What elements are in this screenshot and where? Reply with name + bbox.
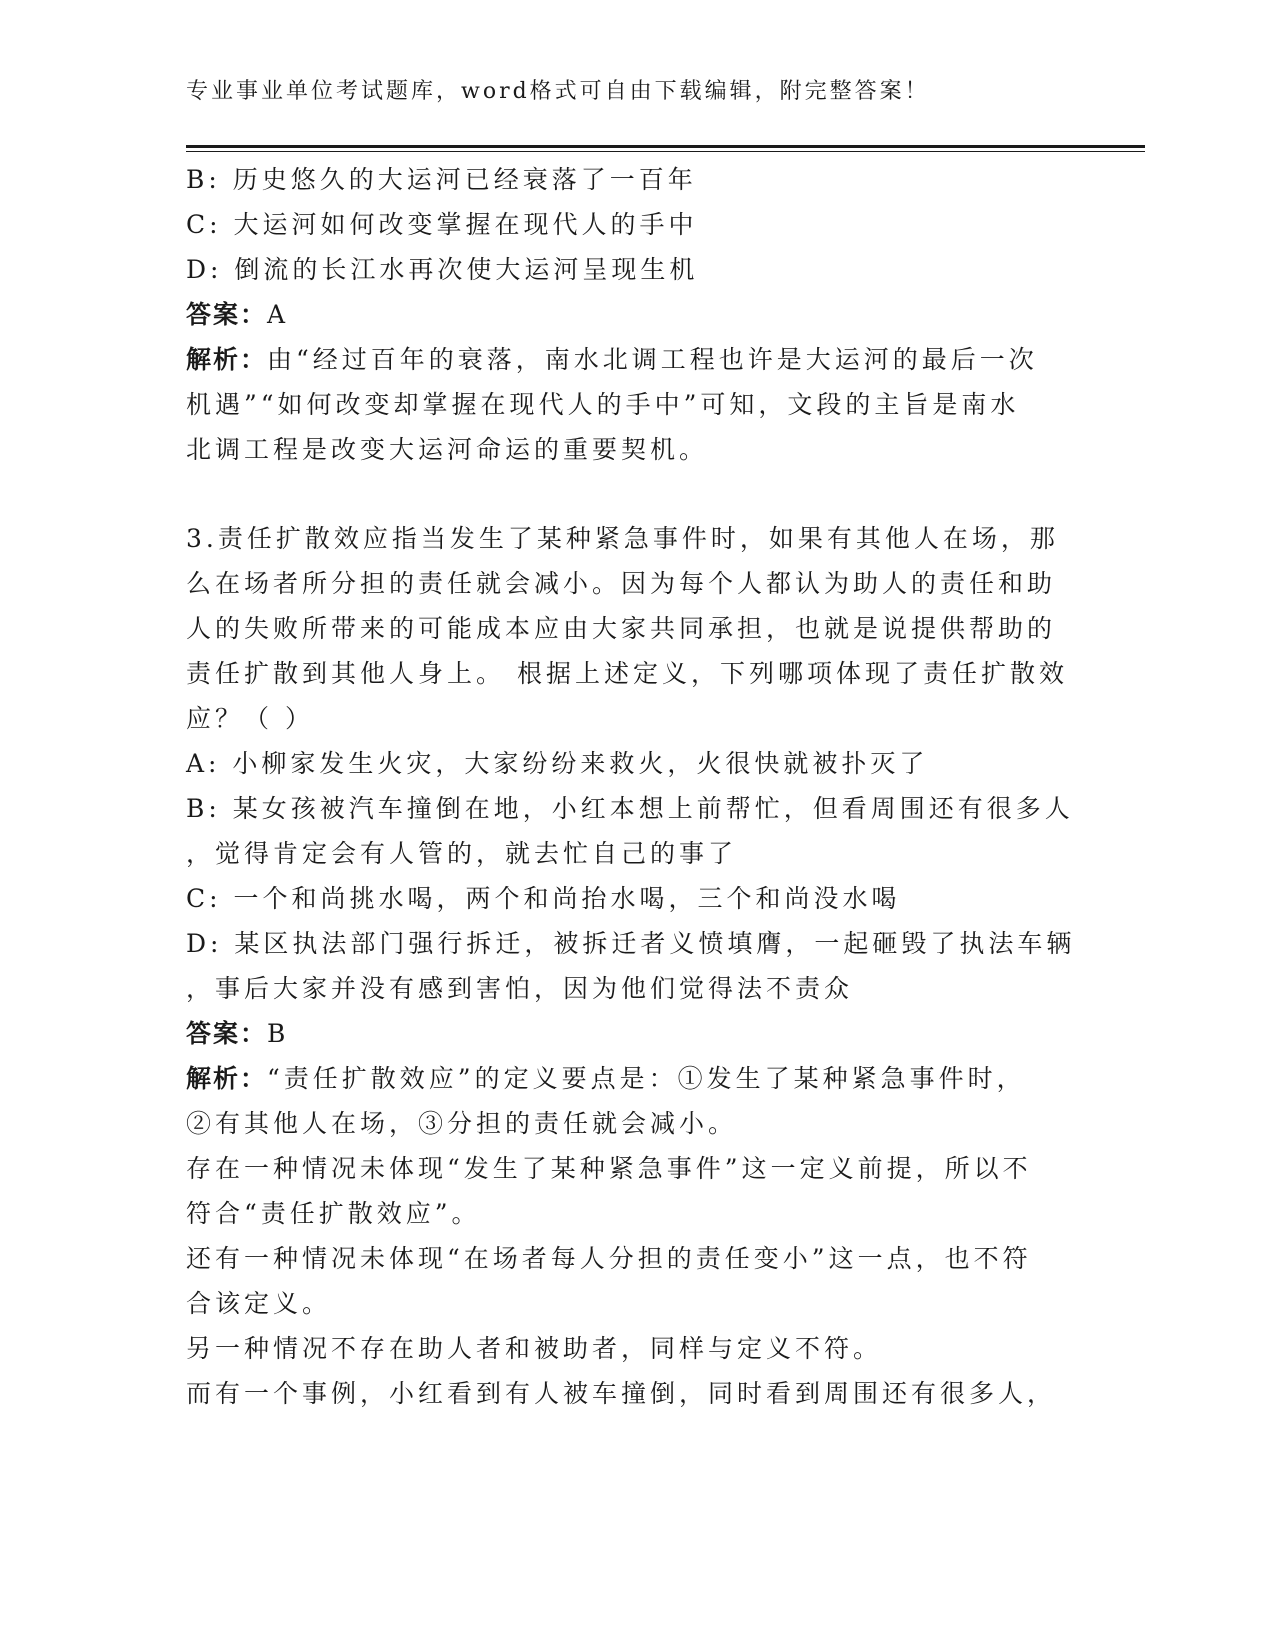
q3-option-a: A: 小柳家发生火灾，大家纷纷来救火，火很快就被扑灭了 [186, 749, 929, 778]
q3-answer-value: B [267, 1019, 290, 1048]
q2-option-d: D: 倒流的长江水再次使大运河呈现生机 [186, 255, 699, 284]
q3-option-c: C: 一个和尚挑水喝，两个和尚抬水喝，三个和尚没水喝 [186, 884, 901, 913]
q3-option-b-line-1: B: 某女孩被汽车撞倒在地，小红本想上前帮忙，但看周围还有很多人 [186, 794, 1074, 823]
q3-analysis-text-1: “责任扩散效应”的定义要点是：①发生了某种紧急事件时， [267, 1064, 1026, 1093]
q3-option-d-line-2: ，事后大家并没有感到害怕，因为他们觉得法不责众 [186, 974, 854, 1003]
q2-answer [186, 292, 1086, 337]
q3-stem-line-3: 人的失败所带来的可能成本应由大家共同承担，也就是说提供帮助的 [186, 614, 1057, 643]
q3-stem-line-1: 3.责任扩散效应指当发生了某种紧急事件时，如果有其他人在场，那 [186, 524, 1059, 553]
q3-analysis-line-3: 存在一种情况未体现“发生了某种紧急事件”这一定义前提，所以不 [186, 1154, 1032, 1183]
q3-stem-line-4: 责任扩散到其他人身上。 根据上述定义，下列哪项体现了责任扩散效 [186, 659, 1068, 688]
header-rule-thin [186, 151, 1145, 152]
q3-answer [186, 1011, 1086, 1056]
q3-answer-label: 答案： [186, 1019, 268, 1048]
q3-analysis-label: 解析： [186, 1064, 268, 1093]
q2-analysis-line-1 [186, 337, 1086, 382]
q3-analysis-line-6: 合该定义。 [186, 1289, 332, 1318]
q2-option-c: C: 大运河如何改变掌握在现代人的手中 [186, 210, 698, 239]
q2-analysis-line-2: 机遇”“如何改变却掌握在现代人的手中”可知，文段的主旨是南水 [186, 390, 1020, 419]
q3-option-b-line-2: ，觉得肯定会有人管的，就去忙自己的事了 [186, 839, 738, 868]
q3-analysis-line-7: 另一种情况不存在助人者和被助者，同样与定义不符。 [186, 1334, 883, 1363]
q2-answer-label: 答案： [186, 300, 268, 329]
q2-analysis-line-3: 北调工程是改变大运河命运的重要契机。 [186, 435, 709, 464]
page-header: 专业事业单位考试题库，word格式可自由下载编辑，附完整答案！ [186, 79, 930, 104]
document-body [186, 157, 1086, 1416]
q3-stem-line-5: 应？（ ） [186, 704, 314, 733]
q2-answer-value: A [267, 300, 290, 329]
paragraph-gap [186, 472, 1086, 516]
q3-stem-line-2: 么在场者所分担的责任就会减小。因为每个人都认为助人的责任和助 [186, 569, 1057, 598]
q3-analysis-line-5: 还有一种情况未体现“在场者每人分担的责任变小”这一点，也不符 [186, 1244, 1032, 1273]
q3-analysis-line-8: 而有一个事例，小红看到有人被车撞倒，同时看到周围还有很多人， [186, 1379, 1057, 1408]
q2-option-b: B: 历史悠久的大运河已经衰落了一百年 [186, 165, 697, 194]
q3-option-d-line-1: D: 某区执法部门强行拆迁，被拆迁者义愤填膺，一起砸毁了执法车辆 [186, 929, 1076, 958]
q3-analysis-line-2: ②有其他人在场，③分担的责任就会减小。 [186, 1109, 738, 1138]
q3-analysis-line-1 [186, 1056, 1086, 1101]
header-rule-thick [186, 145, 1145, 148]
q2-analysis-label: 解析： [186, 345, 268, 374]
q3-analysis-line-4: 符合“责任扩散效应”。 [186, 1199, 481, 1228]
q2-analysis-text-1: 由“经过百年的衰落，南水北调工程也许是大运河的最后一次 [267, 345, 1038, 374]
